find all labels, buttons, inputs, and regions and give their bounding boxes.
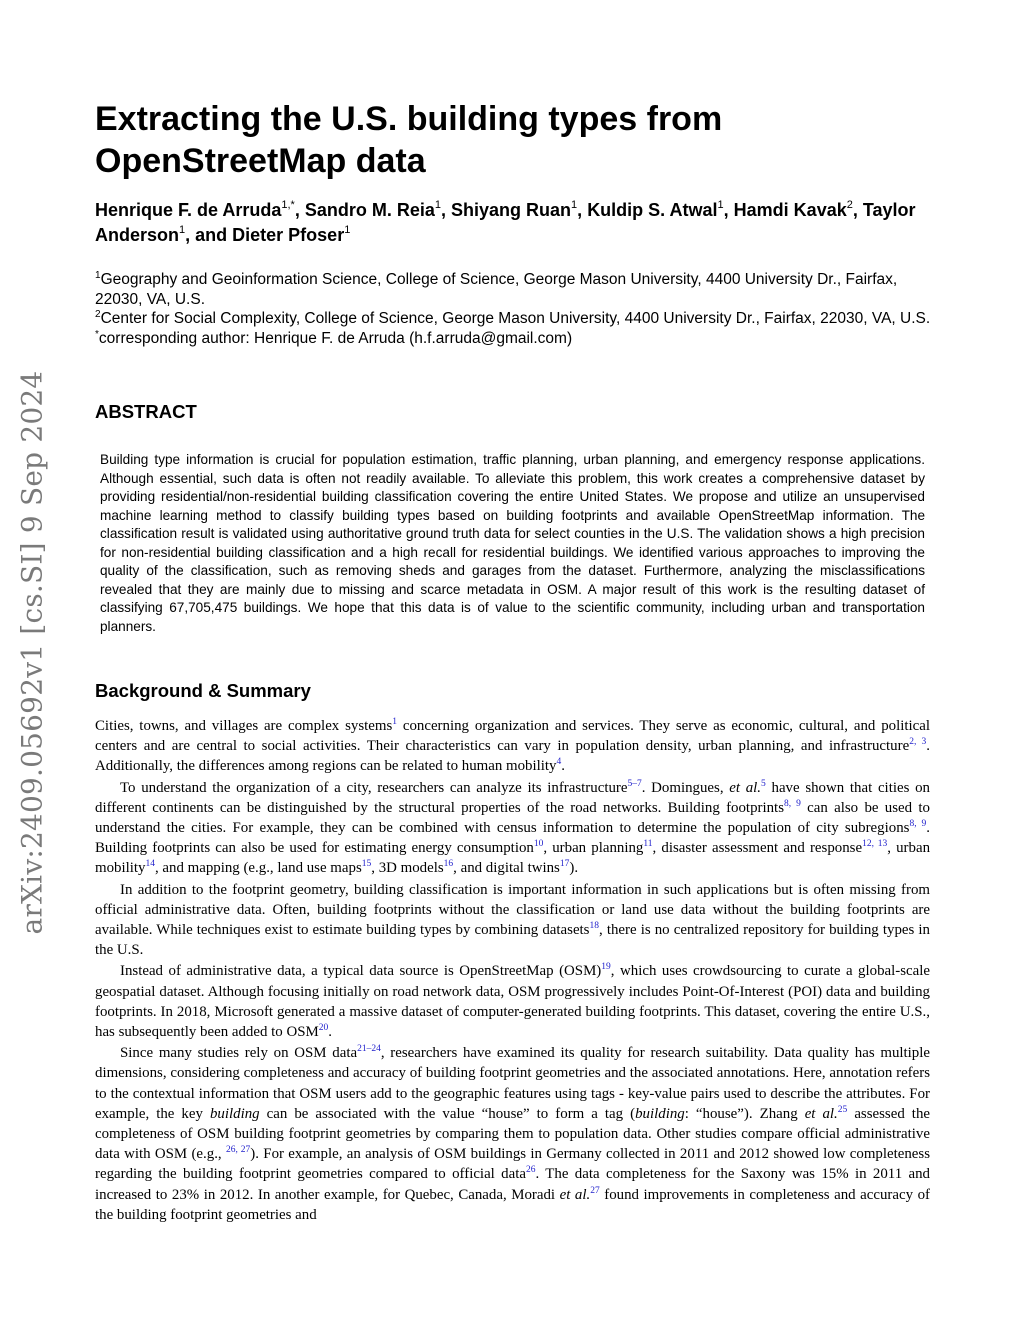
affiliation-mark: 1 <box>95 270 101 281</box>
author-name: Taylor Anderson <box>95 200 916 245</box>
citation-ref: 25 <box>837 1104 848 1115</box>
body-text: , there is no centralized repository for building types in the U.S. <box>95 922 930 959</box>
arxiv-identifier-text: arXiv:2409.05692v1 [cs.SI] 9 Sep 2024 <box>15 370 49 934</box>
body-text: To understand the organization of a city, researchers can analyze its infrastructure <box>120 779 628 796</box>
citation-ref: 5 <box>761 778 766 789</box>
citation-ref: 2, 3 <box>909 737 927 748</box>
body-text: have shown that cities on different continents can be distinguished by the structural properties of the road networks. Building footprints <box>95 779 930 816</box>
citation-ref: 17 <box>559 859 570 870</box>
author-list: Henrique F. de Arruda$^{1,*}$, Sandro M. Reia$^1$, Shiyang Ruan$^1$, Kuldip S. Atwal$^1$, Hamdi Kavak$^2$, Taylor Anderson$^1$, and Dieter Pfoser$^1$ <box>95 199 916 245</box>
body-text: ). <box>569 860 579 877</box>
citation-ref: 20 <box>318 1023 329 1034</box>
citation-ref: 10 <box>533 839 544 850</box>
affiliation-mark: * <box>95 328 99 340</box>
citation-ref: 5–7 <box>627 778 642 789</box>
abstract-text: Building type information is crucial for population estimation, traffic planning, urban planning, and emergency response applications. Although essential, such data is often not readily available. To alleviate this problem, this work creates a comprehensive dataset by providing residential/non-residential building classification covering the entire United States. We propose and utilize an unsupervised machine learning method to classify building types based on building footprints and available OpenStreetMap information. The classification result is validated using authoritative ground truth data for select counties in the U.S. The validation shows a high precision for non-residential building classification and a high recall for residential buildings. We identified various approaches to improving the quality of the classification, such as removing sheds and garages from the dataset. Furthermore, analyzing the misclassifications revealed that they are mainly due to missing and scarce metadata in OSM. A major result of this work is the resulting dataset of classifying 67,705,475 buildings. We hope that this data is of value to the scientific community, including urban and transportation planners. <box>100 452 925 634</box>
author-affiliation-mark: 1 <box>179 224 186 236</box>
body-text: , 3D models <box>371 860 444 877</box>
citation-ref: 26, 27 <box>225 1145 251 1156</box>
citation-ref: 21–24 <box>357 1044 381 1055</box>
body-text: Cities, towns, and villages are complex systems <box>95 718 393 734</box>
italic-term: et al. <box>559 1186 591 1203</box>
body-text: . Domingues, <box>641 779 730 796</box>
body-text: . <box>328 1024 332 1041</box>
body-text: , researchers have examined its quality for research suitability. Data quality has multiple dimensions, considering completeness and accuracy of building footprint geometries and the associated annotations. Here, annotation refers to the contextual information that OSM users add to the geographic features using tags - key-value pairs used to describe the attributes. For example, the key <box>95 1045 930 1122</box>
affiliation-text: Geography and Geoinformation Science, College of Science, George Mason University, 4400 University Dr., Fairfax, 22030, VA, U.S. <box>95 271 898 308</box>
affiliation-line <box>95 270 935 309</box>
body-text: concerning organization and services. They serve as economic, cultural, and political centers and are central to social activities. Their characteristics can vary in population density, urban planning, and infrastructure <box>95 718 930 755</box>
citation-ref: 8, 9 <box>784 798 801 809</box>
body-text: . <box>561 758 565 775</box>
author-name: Kuldip S. Atwal <box>587 200 718 220</box>
body-text: , disaster assessment and response <box>652 840 863 857</box>
citation-ref: 8, 9 <box>909 819 927 830</box>
body-text: In addition to the footprint geometry, building classification is important information in such applications but is often missing from official administrative data. Often, building footprints without the classification or land use data without the building footprints are available. While techniques exist to estimate building types by combining datasets <box>95 881 930 939</box>
affiliation-line <box>95 329 935 349</box>
body-text: : “house”). Zhang <box>684 1105 805 1122</box>
italic-term: et al. <box>729 779 762 796</box>
body-text: , and digital twins <box>453 860 560 877</box>
affiliation-text: Center for Social Complexity, College of Science, George Mason University, 4400 University Dr., Fairfax, 22030, VA, U.S. <box>100 310 931 327</box>
body-text: can be associated with the value “house” to form a tag ( <box>259 1105 636 1122</box>
citation-ref: 14 <box>145 859 155 870</box>
author-name: Sandro M. Reia <box>304 200 435 220</box>
affiliation-mark: 2 <box>95 309 101 320</box>
body-paragraph <box>95 880 930 961</box>
affiliation-line <box>95 309 935 329</box>
affiliation-text: corresponding author: Henrique F. de Arruda (h.f.arruda@gmail.com) <box>98 329 573 347</box>
body-text: . Additionally, the differences among regions can be related to human mobility <box>95 738 930 775</box>
body-text: . Building footprints can also be used for estimating energy consumption <box>95 820 930 857</box>
abstract-heading: ABSTRACT <box>95 401 197 422</box>
citation-ref: 16 <box>443 859 454 870</box>
citation-ref: 19 <box>601 962 611 973</box>
citation-ref: 1 <box>392 717 397 727</box>
author-name: Dieter Pfoser <box>232 225 345 245</box>
author-name: Shiyang Ruan <box>451 200 572 220</box>
italic-term: building <box>635 1105 685 1122</box>
body-text: , and mapping (e.g., land use maps <box>154 860 362 877</box>
citation-ref: 15 <box>361 859 372 870</box>
body-text: , urban mobility <box>95 840 931 877</box>
italic-term: building <box>209 1105 260 1122</box>
citation-ref: 4 <box>556 757 562 768</box>
body-text: Instead of administrative data, a typical data source is OpenStreetMap (OSM) <box>120 963 602 980</box>
body-text: , which uses crowdsourcing to curate a global-scale geospatial dataset. Although focusing initially on road network data, OSM progressively includes Point-Of-Interest (POI) data and building footprints. In 2018, Microsoft generated a massive dataset of computer-generated building footprints. This dataset, covering the entire U.S., has subsequently been added to OSM <box>95 963 930 1041</box>
author-name: Henrique F. de Arruda <box>95 200 282 220</box>
body-text: Since many studies rely on OSM data <box>120 1045 358 1062</box>
body-paragraph <box>95 961 930 1042</box>
author-name: Hamdi Kavak <box>733 200 847 220</box>
affiliations <box>95 270 935 348</box>
body-text: assessed the completeness of OSM building footprint geometries by comparing them to population data. Other studies compare official administrative data with OSM (e.g., <box>95 1105 930 1163</box>
body-text: . The data completeness for the Saxony was 15% in 2011 and increased to 23% in 2012. In another example, for Quebec, Canada, Moradi <box>95 1166 931 1203</box>
author-affiliation-mark: 1 <box>434 199 442 211</box>
section-heading: Background & Summary <box>95 680 311 701</box>
arxiv-identifier-stamp <box>7 372 57 932</box>
body-paragraph <box>95 1043 930 1225</box>
author-affiliation-mark: 1 <box>717 199 724 211</box>
body-text: found improvements in completeness and accuracy of the building footprint geometries and <box>95 1186 930 1223</box>
paper-title: Extracting the U.S. building types from OpenStreetMap data <box>95 100 723 180</box>
author-affiliation-mark: 1,* <box>281 199 295 211</box>
citation-ref: 26 <box>525 1165 536 1176</box>
author-affiliation-mark: 1 <box>571 199 578 211</box>
citation-ref: 11 <box>643 839 653 850</box>
author-affiliation-mark: 2 <box>846 199 853 211</box>
author-affiliation-mark: 1 <box>344 224 351 236</box>
body-text: can also be used to understand the cities. For example, they can be combined with census information to determine the population of city subregions <box>95 799 930 837</box>
citation-ref: 12, 13 <box>862 839 888 850</box>
body-paragraph <box>95 778 930 879</box>
citation-ref: 27 <box>590 1185 600 1196</box>
body-text: , urban planning <box>543 840 644 857</box>
body-paragraph <box>95 716 930 777</box>
italic-term: et al. <box>804 1105 838 1122</box>
citation-ref: 18 <box>589 921 599 932</box>
body-text: ). For example, an analysis of OSM buildings in Germany collected in 2011 and 2012 showed low completeness regarding the building footprint geometries compared to official data <box>95 1146 931 1183</box>
section-body <box>95 716 930 1225</box>
